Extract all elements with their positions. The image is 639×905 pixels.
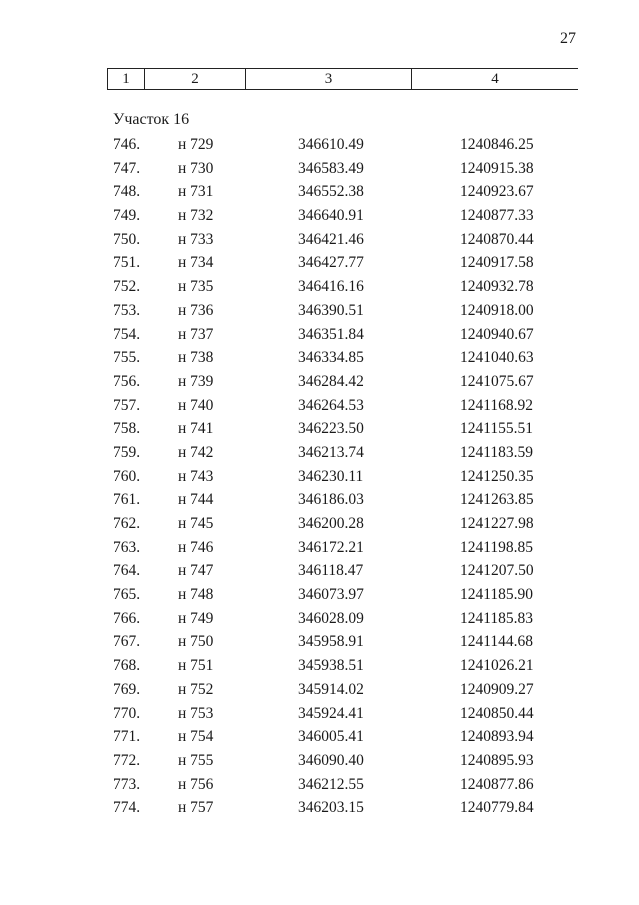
table-row bbox=[113, 726, 573, 750]
row-index: 757. bbox=[113, 396, 141, 414]
point-id: н 729 bbox=[178, 136, 214, 153]
coord-x: 346552.38 bbox=[298, 183, 364, 201]
coord-x: 346583.49 bbox=[298, 159, 364, 177]
row-index: 763. bbox=[113, 538, 141, 556]
point-id: н 732 bbox=[178, 207, 214, 225]
point-id: н 735 bbox=[178, 278, 214, 296]
table-row bbox=[113, 608, 573, 632]
row-index: 771. bbox=[113, 728, 141, 746]
table-row bbox=[113, 418, 573, 442]
coord-x: 346223.50 bbox=[298, 420, 364, 438]
coord-x: 345938.51 bbox=[298, 657, 364, 675]
point-id: н 738 bbox=[178, 349, 214, 367]
coord-x: 346172.21 bbox=[298, 538, 364, 556]
coord-x: 346421.46 bbox=[298, 230, 364, 248]
point-id: н 751 bbox=[178, 657, 214, 675]
row-index: 758. bbox=[113, 420, 141, 438]
coord-y: 1240917.58 bbox=[460, 254, 534, 272]
coord-y: 1240932.78 bbox=[460, 278, 534, 296]
coord-x: 346203.15 bbox=[298, 799, 364, 817]
coord-y: 1241144.68 bbox=[460, 633, 534, 651]
point-id: н 748 bbox=[178, 586, 214, 604]
table-row bbox=[113, 324, 573, 348]
table-row bbox=[113, 631, 573, 655]
table-row bbox=[113, 513, 573, 537]
coord-y: 1241183.59 bbox=[460, 443, 534, 461]
coord-y: 1241263.85 bbox=[460, 491, 534, 509]
coord-y: 1241185.83 bbox=[460, 609, 534, 627]
coord-y: 1241185.90 bbox=[460, 586, 534, 604]
coord-y: 1240895.93 bbox=[460, 751, 534, 769]
coord-y: 1240877.33 bbox=[460, 207, 534, 225]
point-id: н 754 bbox=[178, 728, 214, 746]
coord-y: 1240923.67 bbox=[460, 183, 534, 201]
row-index: 774. bbox=[113, 799, 141, 817]
coord-y: 1241075.67 bbox=[460, 372, 534, 390]
point-id: н 749 bbox=[178, 609, 214, 627]
row-index: 753. bbox=[113, 301, 141, 319]
row-index: 761. bbox=[113, 491, 141, 509]
row-index: 756. bbox=[113, 372, 141, 390]
coord-x: 346200.28 bbox=[298, 515, 364, 532]
table-row bbox=[113, 158, 573, 182]
row-index: 754. bbox=[113, 325, 141, 343]
coord-y: 1240850.44 bbox=[460, 704, 534, 722]
header-col-2: 2 bbox=[145, 69, 246, 89]
header-col-3: 3 bbox=[246, 69, 412, 89]
row-index: 752. bbox=[113, 278, 141, 296]
table-row bbox=[113, 181, 573, 205]
point-id: н 747 bbox=[178, 562, 214, 580]
point-id: н 753 bbox=[178, 704, 214, 722]
table-header bbox=[107, 68, 578, 90]
row-index: 762. bbox=[113, 515, 141, 532]
coord-x: 346230.11 bbox=[298, 467, 364, 485]
coord-y: 1241250.35 bbox=[460, 467, 534, 485]
row-index: 767. bbox=[113, 633, 141, 651]
coord-y: 1241168.92 bbox=[460, 396, 534, 414]
table-row bbox=[113, 489, 573, 513]
point-id: н 752 bbox=[178, 680, 214, 698]
coord-x: 346334.85 bbox=[298, 349, 364, 367]
header-col-4: 4 bbox=[491, 70, 499, 87]
point-id: н 742 bbox=[178, 443, 214, 461]
table-row bbox=[113, 442, 573, 466]
point-id: н 733 bbox=[178, 230, 214, 248]
row-index: 760. bbox=[113, 467, 141, 485]
row-index: 759. bbox=[113, 443, 141, 461]
row-index: 746. bbox=[113, 136, 141, 153]
coordinate-table-body bbox=[113, 134, 573, 821]
table-row bbox=[113, 300, 573, 324]
table-row bbox=[113, 584, 573, 608]
coord-x: 346090.40 bbox=[298, 751, 364, 769]
row-index: 768. bbox=[113, 657, 141, 675]
coord-x: 345958.91 bbox=[298, 633, 364, 651]
row-index: 751. bbox=[113, 254, 141, 272]
coord-y: 1241040.63 bbox=[460, 349, 534, 367]
table-row bbox=[113, 655, 573, 679]
coord-x: 346264.53 bbox=[298, 396, 364, 414]
table-row bbox=[113, 703, 573, 727]
row-index: 772. bbox=[113, 751, 141, 769]
coord-y: 1241198.85 bbox=[460, 538, 534, 556]
table-row bbox=[113, 205, 573, 229]
coord-x: 346073.97 bbox=[298, 586, 364, 604]
point-id: н 757 bbox=[178, 799, 214, 817]
coord-y: 1240846.25 bbox=[460, 136, 534, 153]
table-row bbox=[113, 395, 573, 419]
table-row bbox=[113, 560, 573, 584]
coord-x: 346212.55 bbox=[298, 775, 364, 793]
table-row bbox=[113, 347, 573, 371]
point-id: н 731 bbox=[178, 183, 214, 201]
point-id: н 734 bbox=[178, 254, 214, 272]
coord-x: 346005.41 bbox=[298, 728, 364, 746]
coord-y: 1241207.50 bbox=[460, 562, 534, 580]
header-col-1: 1 bbox=[107, 69, 145, 89]
row-index: 766. bbox=[113, 609, 141, 627]
table-row bbox=[113, 466, 573, 490]
row-index: 770. bbox=[113, 704, 141, 722]
coord-y: 1241155.51 bbox=[460, 420, 534, 438]
table-row bbox=[113, 252, 573, 276]
coord-x: 346118.47 bbox=[298, 562, 364, 580]
point-id: н 739 bbox=[178, 372, 214, 390]
coord-y: 1240779.84 bbox=[460, 799, 534, 817]
coord-x: 346640.91 bbox=[298, 207, 364, 225]
point-id: н 744 bbox=[178, 491, 214, 509]
point-id: н 756 bbox=[178, 775, 214, 793]
coord-y: 1241026.21 bbox=[460, 657, 534, 675]
point-id: н 745 bbox=[178, 515, 214, 532]
coord-x: 346213.74 bbox=[298, 443, 364, 461]
point-id: н 741 bbox=[178, 420, 214, 438]
row-index: 769. bbox=[113, 680, 141, 698]
row-index: 747. bbox=[113, 159, 141, 177]
table-row bbox=[113, 276, 573, 300]
coord-x: 346390.51 bbox=[298, 301, 364, 319]
coord-x: 346351.84 bbox=[298, 325, 364, 343]
point-id: н 755 bbox=[178, 751, 214, 769]
row-index: 750. bbox=[113, 230, 141, 248]
coord-y: 1240909.27 bbox=[460, 680, 534, 698]
coord-y: 1240870.44 bbox=[460, 230, 534, 248]
coord-y: 1240915.38 bbox=[460, 159, 534, 177]
row-index: 773. bbox=[113, 775, 141, 793]
table-row bbox=[113, 750, 573, 774]
coord-x: 345924.41 bbox=[298, 704, 364, 722]
table-row bbox=[113, 537, 573, 561]
point-id: н 736 bbox=[178, 301, 214, 319]
table-row bbox=[113, 229, 573, 253]
coord-x: 346427.77 bbox=[298, 254, 364, 272]
row-index: 764. bbox=[113, 562, 141, 580]
coord-y: 1241227.98 bbox=[460, 515, 534, 532]
coord-y: 1240893.94 bbox=[460, 728, 534, 746]
point-id: н 743 bbox=[178, 467, 214, 485]
coord-y: 1240940.67 bbox=[460, 325, 534, 343]
row-index: 755. bbox=[113, 349, 141, 367]
point-id: н 740 bbox=[178, 396, 214, 414]
coord-x: 345914.02 bbox=[298, 680, 364, 698]
coord-y: 1240918.00 bbox=[460, 301, 534, 319]
point-id: н 746 bbox=[178, 538, 214, 556]
point-id: н 730 bbox=[178, 159, 214, 177]
row-index: 749. bbox=[113, 207, 141, 225]
table-row bbox=[113, 774, 573, 798]
coord-x: 346610.49 bbox=[298, 136, 364, 153]
table-row bbox=[113, 371, 573, 395]
row-index: 748. bbox=[113, 183, 141, 201]
table-row bbox=[113, 679, 573, 703]
coord-x: 346028.09 bbox=[298, 609, 364, 627]
coord-x: 346416.16 bbox=[298, 278, 364, 296]
coord-x: 346186.03 bbox=[298, 491, 364, 509]
section-title: Участок 16 bbox=[113, 111, 190, 128]
coord-x: 346284.42 bbox=[298, 372, 364, 390]
table-row bbox=[113, 134, 573, 158]
page-number: 27 bbox=[560, 30, 576, 47]
point-id: н 737 bbox=[178, 325, 214, 343]
point-id: н 750 bbox=[178, 633, 214, 651]
coord-y: 1240877.86 bbox=[460, 775, 534, 793]
table-row bbox=[113, 797, 573, 821]
row-index: 765. bbox=[113, 586, 141, 604]
